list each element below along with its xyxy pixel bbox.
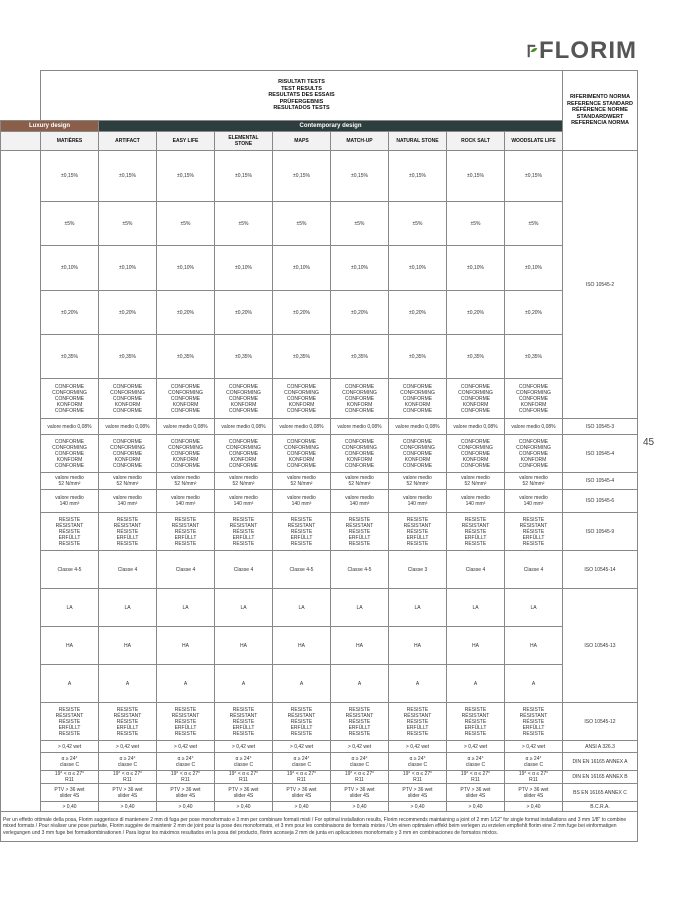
result-cell: PTV > 36 wet slider 4S bbox=[331, 784, 389, 802]
result-cell: ±0,35% bbox=[389, 335, 447, 379]
row-label-blank bbox=[1, 741, 41, 753]
result-cell: RESISTE RÉSISTANT RÉSISTE ERFÜLLT RESISTE bbox=[157, 513, 215, 551]
column-header: ROCK SALT bbox=[447, 132, 505, 151]
result-cell: valore medio 52 N/mm² bbox=[41, 473, 99, 490]
column-header: MAPS bbox=[273, 132, 331, 151]
result-cell: > 0,42 wet bbox=[273, 741, 331, 753]
result-cell: ±0,35% bbox=[41, 335, 99, 379]
results-title: RISULTATI TESTS TEST RESULTS RESULTATS DES ESSAIS PRÜFERGEBNIS RESULTADOS TESTS bbox=[41, 71, 563, 121]
result-cell: LA bbox=[41, 589, 99, 627]
table-row bbox=[1, 753, 638, 771]
result-cell: LA bbox=[157, 589, 215, 627]
result-cell: ±5% bbox=[273, 202, 331, 246]
result-cell: RESISTE RÉSISTANT RÉSISTE ERFÜLLT RESISTE bbox=[273, 513, 331, 551]
result-cell: > 0,42 wet bbox=[331, 741, 389, 753]
result-cell: valore medio 52 N/mm² bbox=[99, 473, 157, 490]
row-label-blank bbox=[1, 473, 41, 490]
reference-standard: ISO 10545-6 bbox=[563, 490, 638, 513]
reference-standard: ISO 10545-4 bbox=[563, 473, 638, 490]
result-cell: α ≥ 24° classe C bbox=[99, 753, 157, 771]
table-row bbox=[1, 473, 638, 490]
result-cell: LA bbox=[99, 589, 157, 627]
contemporary-band: Contemporary design bbox=[99, 121, 563, 132]
result-cell: ±0,15% bbox=[215, 151, 273, 202]
result-cell: RESISTE RÉSISTANT RÉSISTE ERFÜLLT RESISTE bbox=[273, 703, 331, 741]
footnote: Per un effetto ottimale della posa, Florim suggerisce di mantenere 2 mm di fuga per pose monoformato e 3 mm per combinare formati misti / For optimal installation results, Florim recommends maintaining a joint of 2 mm 1/12" for single format installations and 3 mm 1/8" to combine mixed formats / Pour réaliser une pose parfaite, Florim suggère de maintenir 2 mm de joint pour la pose des monoformats, et 3 mm pour les combinaisons de formats mixtes / Um einen optimalen effekt beim verlegen zu erzielen empfiehlt florim eine 2 mm fuge bei einformatigen verlegungen und 3 mm fuge bei formatkombinationen / Para lograr los máximos resultados en la posa del producto, florim aconseja 2 mm de junta en aplicaciones monoformato y 3 mm en combinaciones de formatos mixtos. bbox=[1, 812, 638, 842]
result-cell: > 0,40 bbox=[389, 802, 447, 812]
table-row bbox=[1, 741, 638, 753]
header-blank bbox=[1, 71, 41, 121]
table-row bbox=[1, 151, 638, 202]
table-row bbox=[1, 551, 638, 589]
row-label-blank bbox=[1, 771, 41, 784]
result-cell: RESISTE RÉSISTANT RÉSISTE ERFÜLLT RESISTE bbox=[331, 703, 389, 741]
result-cell: HA bbox=[41, 627, 99, 665]
result-cell: CONFORME CONFORMING CONFORME KONFORM CONFORME bbox=[41, 379, 99, 419]
table-row bbox=[1, 589, 638, 627]
result-cell: ±0,15% bbox=[157, 151, 215, 202]
result-cell: Classe 4-5 bbox=[41, 551, 99, 589]
result-cell: > 0,40 bbox=[331, 802, 389, 812]
result-cell: CONFORME CONFORMING CONFORME KONFORM CONFORME bbox=[447, 435, 505, 473]
result-cell: CONFORME CONFORMING CONFORME KONFORM CONFORME bbox=[273, 435, 331, 473]
result-cell: CONFORME CONFORMING CONFORME KONFORM CONFORME bbox=[99, 379, 157, 419]
result-cell: valore medio 52 N/mm² bbox=[215, 473, 273, 490]
result-cell: CONFORME CONFORMING CONFORME KONFORM CONFORME bbox=[331, 379, 389, 419]
result-cell: HA bbox=[99, 627, 157, 665]
result-cell: ±0,35% bbox=[157, 335, 215, 379]
luxury-band: Luxury design bbox=[1, 121, 99, 132]
result-cell: HA bbox=[215, 627, 273, 665]
column-header: MATIÈRES bbox=[41, 132, 99, 151]
result-cell: valore medio 140 mm³ bbox=[447, 490, 505, 513]
result-cell: ±0,20% bbox=[331, 291, 389, 335]
result-cell: > 0,40 bbox=[99, 802, 157, 812]
reference-iso-10545-2: ISO 10545-2 bbox=[563, 151, 638, 419]
result-cell: RESISTE RÉSISTANT RÉSISTE ERFÜLLT RESISTE bbox=[41, 513, 99, 551]
result-cell: valore medio 140 mm³ bbox=[505, 490, 563, 513]
result-cell: 19° < α ≤ 27° R11 bbox=[99, 771, 157, 784]
result-cell: ±0,10% bbox=[273, 246, 331, 291]
result-cell: LA bbox=[273, 589, 331, 627]
result-cell: Classe 3 bbox=[389, 551, 447, 589]
result-cell: ±0,15% bbox=[505, 151, 563, 202]
result-cell: RESISTE RÉSISTANT RÉSISTE ERFÜLLT RESISTE bbox=[505, 703, 563, 741]
result-cell: RESISTE RÉSISTANT RÉSISTE ERFÜLLT RESISTE bbox=[389, 513, 447, 551]
result-cell: LA bbox=[389, 589, 447, 627]
reference-standard: DIN EN 16165 ANNEX A bbox=[563, 753, 638, 771]
brand-name: FLORIM bbox=[539, 37, 637, 64]
result-cell: PTV > 36 wet slider 4S bbox=[157, 784, 215, 802]
result-cell: ±0,20% bbox=[157, 291, 215, 335]
result-cell: CONFORME CONFORMING CONFORME KONFORM CONFORME bbox=[331, 435, 389, 473]
result-cell: ±0,15% bbox=[447, 151, 505, 202]
result-cell: ±0,20% bbox=[41, 291, 99, 335]
result-cell: CONFORME CONFORMING CONFORME KONFORM CONFORME bbox=[215, 379, 273, 419]
row-label-blank bbox=[1, 435, 41, 473]
reference-standard: ISO 10545-4 bbox=[563, 435, 638, 473]
result-cell: HA bbox=[157, 627, 215, 665]
result-cell: A bbox=[447, 665, 505, 703]
result-cell: CONFORME CONFORMING CONFORME KONFORM CONFORME bbox=[389, 379, 447, 419]
table-row bbox=[1, 379, 638, 419]
row-label-blank bbox=[1, 589, 41, 627]
table-row bbox=[1, 513, 638, 551]
reference-standard: ISO 10545-3 bbox=[563, 419, 638, 435]
result-cell: α ≥ 24° classe C bbox=[505, 753, 563, 771]
result-cell: valore medio 0,08% bbox=[41, 419, 99, 435]
result-cell: valore medio 52 N/mm² bbox=[273, 473, 331, 490]
result-cell: PTV > 36 wet slider 4S bbox=[447, 784, 505, 802]
result-cell: ±0,15% bbox=[41, 151, 99, 202]
result-cell: HA bbox=[273, 627, 331, 665]
result-cell: HA bbox=[389, 627, 447, 665]
result-cell: α ≥ 24° classe C bbox=[215, 753, 273, 771]
reference-standard: DIN EN 16165 ANNEX B bbox=[563, 771, 638, 784]
result-cell: LA bbox=[215, 589, 273, 627]
result-cell: ±0,15% bbox=[331, 151, 389, 202]
result-cell: > 0,42 wet bbox=[215, 741, 273, 753]
result-cell: valore medio 140 mm³ bbox=[41, 490, 99, 513]
result-cell: ±0,20% bbox=[447, 291, 505, 335]
reference-iso-10545-13: ISO 10545-13 bbox=[563, 589, 638, 703]
result-cell: α ≥ 24° classe C bbox=[389, 753, 447, 771]
result-cell: ±0,20% bbox=[215, 291, 273, 335]
row-label-blank bbox=[1, 753, 41, 771]
result-cell: A bbox=[331, 665, 389, 703]
column-header: EASY LIFE bbox=[157, 132, 215, 151]
table-row bbox=[1, 627, 638, 665]
result-cell: valore medio 52 N/mm² bbox=[157, 473, 215, 490]
page-number: 45 bbox=[643, 437, 655, 448]
result-cell: ±5% bbox=[447, 202, 505, 246]
table-row bbox=[1, 771, 638, 784]
result-cell: A bbox=[99, 665, 157, 703]
table-row bbox=[1, 490, 638, 513]
result-cell: CONFORME CONFORMING CONFORME KONFORM CONFORME bbox=[157, 435, 215, 473]
result-cell: ±5% bbox=[99, 202, 157, 246]
column-header: MATCH-UP bbox=[331, 132, 389, 151]
result-cell: valore medio 0,08% bbox=[215, 419, 273, 435]
row-label-blank bbox=[1, 151, 41, 202]
result-cell: valore medio 52 N/mm² bbox=[505, 473, 563, 490]
row-label-blank bbox=[1, 627, 41, 665]
result-cell: PTV > 36 wet slider 4S bbox=[389, 784, 447, 802]
result-cell: A bbox=[215, 665, 273, 703]
result-cell: valore medio 0,08% bbox=[389, 419, 447, 435]
result-cell: valore medio 140 mm³ bbox=[157, 490, 215, 513]
result-cell: PTV > 36 wet slider 4S bbox=[273, 784, 331, 802]
row-label-blank bbox=[1, 379, 41, 419]
result-cell: 19° < α ≤ 27° R11 bbox=[389, 771, 447, 784]
table-row bbox=[1, 703, 638, 741]
row-label-blank bbox=[1, 335, 41, 379]
result-cell: RESISTE RÉSISTANT RÉSISTE ERFÜLLT RESISTE bbox=[447, 703, 505, 741]
row-label-blank bbox=[1, 202, 41, 246]
result-cell: > 0,40 bbox=[215, 802, 273, 812]
row-label-blank bbox=[1, 291, 41, 335]
result-cell: CONFORME CONFORMING CONFORME KONFORM CONFORME bbox=[41, 435, 99, 473]
result-cell: > 0,40 bbox=[447, 802, 505, 812]
result-cell: valore medio 140 mm³ bbox=[331, 490, 389, 513]
row-label-blank bbox=[1, 513, 41, 551]
result-cell: 19° < α ≤ 27° R11 bbox=[157, 771, 215, 784]
result-cell: PTV > 36 wet slider 4S bbox=[215, 784, 273, 802]
result-cell: Classe 4 bbox=[99, 551, 157, 589]
result-cell: RESISTE RÉSISTANT RÉSISTE ERFÜLLT RESISTE bbox=[331, 513, 389, 551]
table-row bbox=[1, 435, 638, 473]
column-header: ELEMENTAL STONE bbox=[215, 132, 273, 151]
result-cell: ±0,35% bbox=[447, 335, 505, 379]
result-cell: RESISTE RÉSISTANT RÉSISTE ERFÜLLT RESISTE bbox=[215, 513, 273, 551]
result-cell: valore medio 0,08% bbox=[157, 419, 215, 435]
result-cell: ±0,10% bbox=[505, 246, 563, 291]
table-row bbox=[1, 335, 638, 379]
result-cell: 19° < α ≤ 27° R11 bbox=[447, 771, 505, 784]
result-cell: ±5% bbox=[157, 202, 215, 246]
column-header: WOODSLATE LIFE bbox=[505, 132, 563, 151]
result-cell: RESISTE RÉSISTANT RÉSISTE ERFÜLLT RESISTE bbox=[99, 513, 157, 551]
result-cell: RESISTE RÉSISTANT RÉSISTE ERFÜLLT RESISTE bbox=[447, 513, 505, 551]
table-row bbox=[1, 291, 638, 335]
result-cell: ±0,20% bbox=[99, 291, 157, 335]
result-cell: ±5% bbox=[215, 202, 273, 246]
table-row bbox=[1, 419, 638, 435]
result-cell: α ≥ 24° classe C bbox=[447, 753, 505, 771]
result-cell: ±5% bbox=[389, 202, 447, 246]
result-cell: RESISTE RÉSISTANT RÉSISTE ERFÜLLT RESISTE bbox=[99, 703, 157, 741]
row-label-blank bbox=[1, 703, 41, 741]
result-cell: valore medio 140 mm³ bbox=[99, 490, 157, 513]
result-cell: > 0,40 bbox=[505, 802, 563, 812]
result-cell: ±0,10% bbox=[215, 246, 273, 291]
reference-standard: ISO 10545-9 bbox=[563, 513, 638, 551]
row-label-blank bbox=[1, 551, 41, 589]
result-cell: ±0,20% bbox=[505, 291, 563, 335]
result-cell: RESISTE RÉSISTANT RÉSISTE ERFÜLLT RESISTE bbox=[157, 703, 215, 741]
result-cell: RESISTE RÉSISTANT RÉSISTE ERFÜLLT RESISTE bbox=[389, 703, 447, 741]
result-cell: A bbox=[273, 665, 331, 703]
result-cell: ±0,20% bbox=[273, 291, 331, 335]
result-cell: valore medio 52 N/mm² bbox=[447, 473, 505, 490]
result-cell: ±5% bbox=[505, 202, 563, 246]
result-cell: 19° < α ≤ 27° R11 bbox=[505, 771, 563, 784]
column-header: NATURAL STONE bbox=[389, 132, 447, 151]
result-cell: α ≥ 24° classe C bbox=[157, 753, 215, 771]
result-cell: 19° < α ≤ 27° R11 bbox=[215, 771, 273, 784]
result-cell: HA bbox=[505, 627, 563, 665]
result-cell: LA bbox=[447, 589, 505, 627]
result-cell: ±0,10% bbox=[389, 246, 447, 291]
result-cell: > 0,40 bbox=[273, 802, 331, 812]
reference-standard: B.C.R.A. bbox=[563, 802, 638, 812]
reference-standard: BS EN 16165 ANNEX C bbox=[563, 784, 638, 802]
result-cell: > 0,42 wet bbox=[157, 741, 215, 753]
reference-standard: ANSI A 326.3 bbox=[563, 741, 638, 753]
result-cell: LA bbox=[505, 589, 563, 627]
florim-leaf-icon bbox=[527, 41, 538, 61]
result-cell: Classe 4 bbox=[157, 551, 215, 589]
result-cell: valore medio 0,08% bbox=[331, 419, 389, 435]
result-cell: ±0,35% bbox=[273, 335, 331, 379]
result-cell: valore medio 52 N/mm² bbox=[331, 473, 389, 490]
result-cell: > 0,42 wet bbox=[447, 741, 505, 753]
result-cell: ±0,15% bbox=[389, 151, 447, 202]
column-header: ARTIFACT bbox=[99, 132, 157, 151]
result-cell: valore medio 0,08% bbox=[447, 419, 505, 435]
result-cell: CONFORME CONFORMING CONFORME KONFORM CONFORME bbox=[447, 379, 505, 419]
result-cell: ±0,10% bbox=[331, 246, 389, 291]
result-cell: CONFORME CONFORMING CONFORME KONFORM CONFORME bbox=[273, 379, 331, 419]
result-cell: > 0,42 wet bbox=[389, 741, 447, 753]
result-cell: ±0,35% bbox=[215, 335, 273, 379]
result-cell: 19° < α ≤ 27° R11 bbox=[41, 771, 99, 784]
result-cell: RESISTE RÉSISTANT RÉSISTE ERFÜLLT RESISTE bbox=[505, 513, 563, 551]
result-cell: valore medio 52 N/mm² bbox=[389, 473, 447, 490]
result-cell: Classe 4-5 bbox=[331, 551, 389, 589]
result-cell: valore medio 140 mm³ bbox=[389, 490, 447, 513]
result-cell: CONFORME CONFORMING CONFORME KONFORM CONFORME bbox=[99, 435, 157, 473]
result-cell: Classe 4 bbox=[505, 551, 563, 589]
result-cell: ±0,10% bbox=[99, 246, 157, 291]
row-label-blank bbox=[1, 419, 41, 435]
result-cell: Classe 4 bbox=[447, 551, 505, 589]
reference-title: RIFERIMENTO NORMA REFERENCE STANDARD RÉFÉRENCE NORME STANDARDWERT REFERENCIA NORMA bbox=[563, 71, 638, 151]
result-cell: LA bbox=[331, 589, 389, 627]
result-cell: ±0,35% bbox=[331, 335, 389, 379]
result-cell: ±0,15% bbox=[273, 151, 331, 202]
table-row bbox=[1, 784, 638, 802]
table-row bbox=[1, 202, 638, 246]
result-cell: A bbox=[41, 665, 99, 703]
result-cell: ±0,10% bbox=[157, 246, 215, 291]
result-cell: ±0,10% bbox=[41, 246, 99, 291]
result-cell: valore medio 0,08% bbox=[99, 419, 157, 435]
result-cell: α ≥ 24° classe C bbox=[41, 753, 99, 771]
result-cell: ±0,15% bbox=[99, 151, 157, 202]
result-cell: RESISTE RÉSISTANT RÉSISTE ERFÜLLT RESISTE bbox=[41, 703, 99, 741]
brand-logo bbox=[527, 36, 637, 66]
result-cell: ±5% bbox=[331, 202, 389, 246]
test-results-table bbox=[0, 70, 638, 842]
result-cell: HA bbox=[331, 627, 389, 665]
result-cell: 19° < α ≤ 27° R11 bbox=[331, 771, 389, 784]
result-cell: CONFORME CONFORMING CONFORME KONFORM CONFORME bbox=[389, 435, 447, 473]
reference-standard: ISO 10545-14 bbox=[563, 551, 638, 589]
result-cell: CONFORME CONFORMING CONFORME KONFORM CONFORME bbox=[157, 379, 215, 419]
result-cell: valore medio 140 mm³ bbox=[273, 490, 331, 513]
row-label-blank bbox=[1, 784, 41, 802]
result-cell: ±0,10% bbox=[447, 246, 505, 291]
result-cell: CONFORME CONFORMING CONFORME KONFORM CONFORME bbox=[505, 435, 563, 473]
result-cell: PTV > 36 wet slider 4S bbox=[41, 784, 99, 802]
result-cell: > 0,40 bbox=[157, 802, 215, 812]
result-cell: CONFORME CONFORMING CONFORME KONFORM CONFORME bbox=[505, 379, 563, 419]
result-cell: Classe 4 bbox=[215, 551, 273, 589]
row-label-blank bbox=[1, 665, 41, 703]
table-row bbox=[1, 246, 638, 291]
result-cell: 19° < α ≤ 27° R11 bbox=[273, 771, 331, 784]
result-cell: > 0,40 bbox=[41, 802, 99, 812]
result-cell: CONFORME CONFORMING CONFORME KONFORM CONFORME bbox=[215, 435, 273, 473]
result-cell: A bbox=[505, 665, 563, 703]
result-cell: A bbox=[389, 665, 447, 703]
result-cell: valore medio 140 mm³ bbox=[215, 490, 273, 513]
result-cell: > 0,42 wet bbox=[505, 741, 563, 753]
row-label-blank bbox=[1, 490, 41, 513]
result-cell: valore medio 0,08% bbox=[505, 419, 563, 435]
reference-standard: ISO 10545-12 bbox=[563, 703, 638, 741]
result-cell: > 0,42 wet bbox=[99, 741, 157, 753]
row-label-blank bbox=[1, 802, 41, 812]
result-cell: PTV > 36 wet slider 4S bbox=[99, 784, 157, 802]
result-cell: ±0,35% bbox=[505, 335, 563, 379]
result-cell: α ≥ 24° classe C bbox=[331, 753, 389, 771]
result-cell: Classe 4-5 bbox=[273, 551, 331, 589]
table-row bbox=[1, 665, 638, 703]
result-cell: > 0,42 wet bbox=[41, 741, 99, 753]
result-cell: valore medio 0,08% bbox=[273, 419, 331, 435]
result-cell: ±5% bbox=[41, 202, 99, 246]
result-cell: α ≥ 24° classe C bbox=[273, 753, 331, 771]
row-label-blank bbox=[1, 246, 41, 291]
result-cell: ±0,20% bbox=[389, 291, 447, 335]
result-cell: HA bbox=[447, 627, 505, 665]
result-cell: ±0,35% bbox=[99, 335, 157, 379]
result-cell: A bbox=[157, 665, 215, 703]
table-row bbox=[1, 802, 638, 812]
result-cell: RESISTE RÉSISTANT RÉSISTE ERFÜLLT RESISTE bbox=[215, 703, 273, 741]
column-header-blank bbox=[1, 132, 41, 151]
result-cell: PTV > 36 wet slider 4S bbox=[505, 784, 563, 802]
